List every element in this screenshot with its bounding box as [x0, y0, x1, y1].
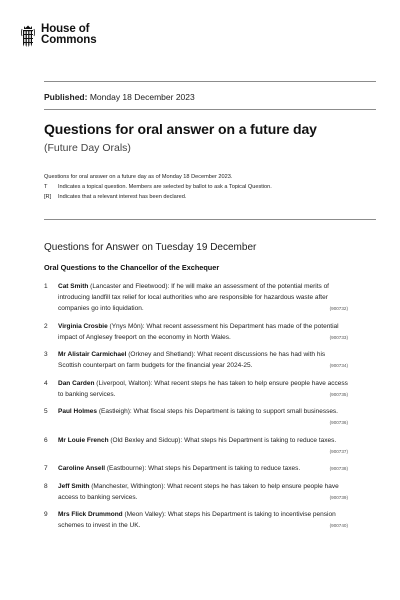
question-constituency: (Old Bexley and Sidcup):	[110, 436, 183, 444]
question-item	[44, 481, 376, 503]
question-member: Jeff Smith	[58, 482, 90, 490]
question-body	[58, 281, 348, 314]
question-reference: (900737)	[329, 448, 348, 454]
question-member: Mrs Flick Drummond	[58, 511, 123, 518]
question-constituency: (Lancaster and Fleetwood):	[90, 283, 170, 290]
question-reference: (900732)	[329, 306, 348, 311]
question-member: Cat Smith	[58, 283, 89, 290]
question-reference: (900735)	[329, 391, 348, 397]
page-subtitle: (Future Day Orals)	[44, 142, 131, 154]
question-body	[58, 378, 348, 400]
divider-intro	[44, 219, 376, 220]
question-text: What recent steps he has taken to help ensure people have access to banking services.	[58, 482, 339, 501]
question-body	[58, 321, 348, 343]
question-member: Virginia Crosbie	[58, 322, 108, 330]
question-item	[44, 463, 376, 474]
question-text: What recent discussions he has had with his Scottish counterpart on farm budgets for the financial year 2024-25.	[58, 351, 326, 369]
question-body	[58, 349, 348, 371]
published-date: Monday 18 December 2023	[89, 92, 195, 102]
question-text: What recent steps he has taken to help ensure people have access to banking services.	[58, 379, 348, 398]
intro-block	[44, 172, 272, 202]
question-number: 7	[44, 465, 48, 472]
question-item	[44, 509, 376, 531]
question-constituency: (Ynys Môn):	[109, 322, 145, 330]
question-member: Caroline Ansell	[58, 465, 106, 472]
legend-text: Indicates that a relevant interest has been declared.	[58, 194, 187, 200]
question-body	[58, 406, 348, 428]
questions-list	[44, 281, 376, 538]
question-constituency: (Orkney and Shetland):	[128, 351, 196, 358]
legend-row-interest	[44, 192, 272, 202]
logo-wordmark	[41, 24, 97, 46]
question-constituency: (Eastbourne):	[106, 465, 147, 472]
question-number: 8	[44, 482, 48, 490]
published-label: Published:	[44, 92, 88, 102]
divider-top	[44, 81, 376, 82]
question-item	[44, 349, 376, 371]
section-heading: Questions for Answer on Tuesday 19 December	[44, 242, 257, 253]
question-reference: (900740)	[329, 523, 348, 528]
published-line	[44, 92, 195, 102]
question-item	[44, 406, 376, 428]
question-number: 5	[44, 408, 48, 415]
question-item	[44, 281, 376, 314]
question-number: 4	[44, 379, 48, 387]
question-number: 6	[44, 436, 48, 444]
question-constituency: (Manchester, Withington):	[91, 482, 166, 490]
question-reference: (900739)	[329, 494, 348, 500]
question-item	[44, 435, 376, 457]
question-body	[58, 463, 348, 474]
question-number: 1	[44, 283, 48, 290]
question-body	[58, 435, 348, 457]
question-text: What steps his Department is taking to reduce taxes.	[148, 465, 301, 472]
question-reference: (900736)	[329, 420, 348, 425]
question-number: 9	[44, 511, 48, 518]
question-number: 2	[44, 322, 48, 330]
question-text: What steps his Department is taking to incentivise pension schemes to invest in the UK.	[58, 511, 336, 529]
logo-line-1: House of	[41, 23, 90, 35]
page-title: Questions for oral answer on a future day	[44, 121, 317, 137]
portcullis-icon	[20, 25, 36, 47]
question-text: If he will make an assessment of the potential merits of introducing landfill tax relief for local authorities who are responsible for hazardous waste after companies go into liquidation.	[58, 283, 329, 312]
question-member: Mr Alistair Carmichael	[58, 351, 127, 358]
question-item	[44, 378, 376, 400]
section-subheading: Oral Questions to the Chancellor of the Exchequer	[44, 263, 220, 272]
question-body	[58, 509, 348, 531]
question-constituency: (Liverpool, Walton):	[96, 379, 153, 387]
question-constituency: (Eastleigh):	[98, 408, 132, 415]
divider-published	[44, 109, 376, 110]
intro-line: Questions for oral answer on a future day as of Monday 18 December 2023.	[44, 174, 233, 180]
question-text: What steps his Department is taking to reduce taxes.	[184, 436, 337, 444]
question-item	[44, 321, 376, 343]
logo-line-2: Commons	[41, 34, 97, 46]
question-text: What recent assessment his Department has made of the potential impact of Anglesey freeport on the economy in North Wales.	[58, 322, 339, 341]
legend-row-topical	[44, 182, 272, 192]
question-text: What fiscal steps his Department is taking to support small businesses.	[133, 408, 338, 415]
house-of-commons-logo	[20, 24, 97, 50]
legend-key: T	[44, 184, 48, 190]
question-member: Dan Carden	[58, 379, 95, 387]
question-reference: (900734)	[329, 363, 348, 368]
question-reference: (900733)	[329, 334, 348, 340]
question-number: 3	[44, 351, 48, 358]
question-reference: (900738)	[329, 466, 348, 471]
question-member: Paul Holmes	[58, 408, 98, 415]
legend-key: [R]	[44, 194, 52, 200]
question-constituency: (Meon Valley):	[124, 511, 166, 518]
question-member: Mr Louie French	[58, 436, 109, 444]
legend-text: Indicates a topical question. Members are selected by ballot to ask a Topical Question.	[58, 184, 272, 190]
question-body	[58, 481, 348, 503]
